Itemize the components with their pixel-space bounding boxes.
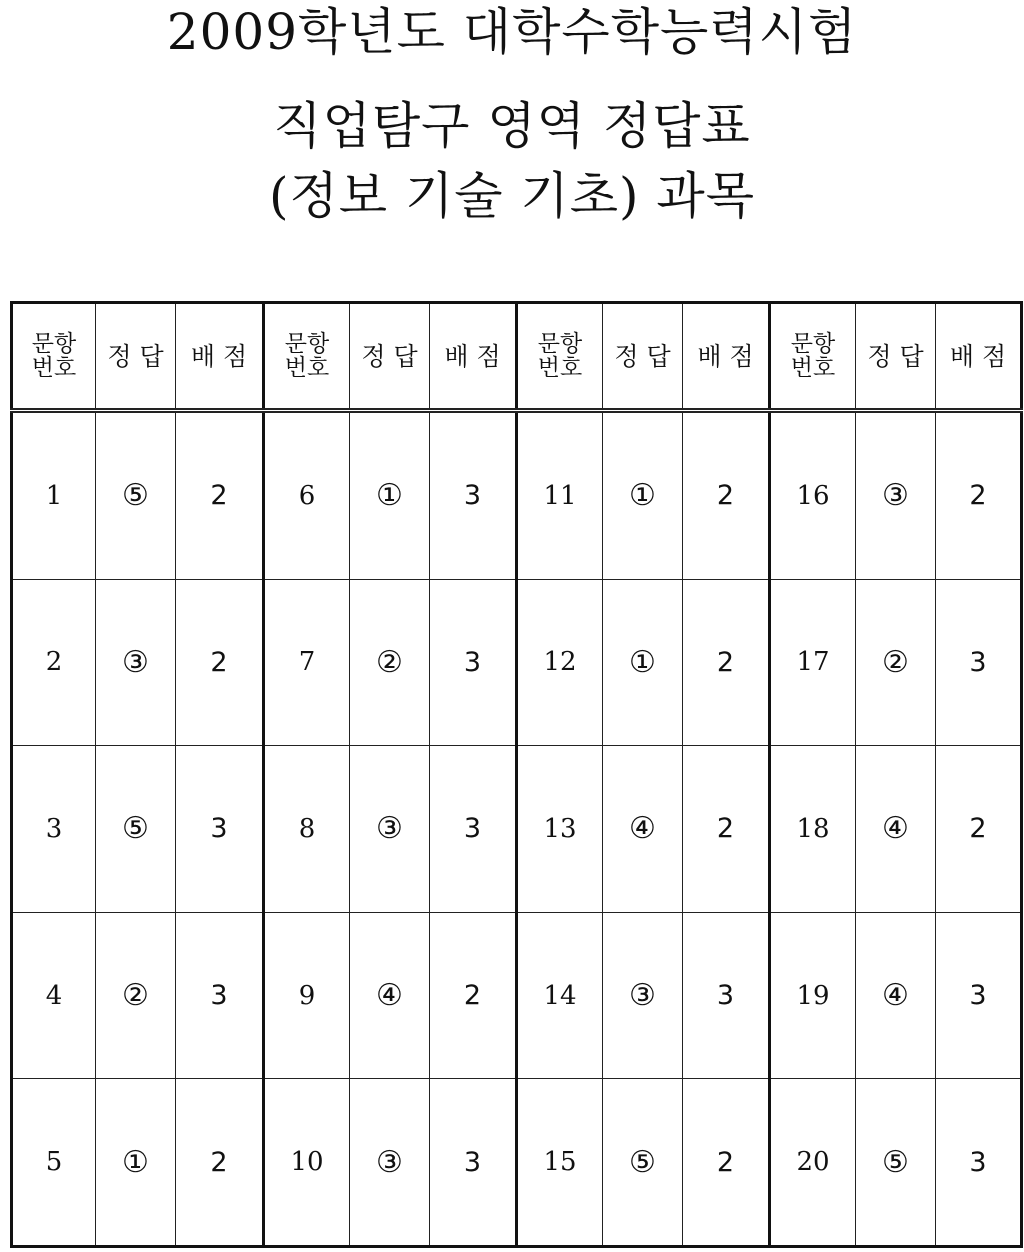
points-cell: 3 bbox=[936, 1079, 1022, 1247]
points-cell: 3 bbox=[430, 746, 517, 913]
table-row bbox=[12, 912, 1022, 1079]
question-number: 6 bbox=[264, 411, 350, 580]
answer-cell: ③ bbox=[350, 1079, 430, 1247]
answer-cell: ④ bbox=[856, 912, 936, 1079]
points-cell: 2 bbox=[683, 579, 770, 746]
points-cell: 2 bbox=[683, 746, 770, 913]
question-number: 14 bbox=[517, 912, 603, 1079]
answer-cell: ③ bbox=[350, 746, 430, 913]
points-cell: 3 bbox=[176, 912, 264, 1079]
answer-cell: ① bbox=[350, 411, 430, 580]
answer-cell: ② bbox=[96, 912, 176, 1079]
answer-cell: ② bbox=[856, 579, 936, 746]
points-cell: 3 bbox=[683, 912, 770, 1079]
column-header-points: 배 점 bbox=[430, 303, 517, 411]
column-header-number: 문항 번호 bbox=[12, 303, 96, 411]
question-number: 7 bbox=[264, 579, 350, 746]
section-title: 직업탐구 영역 정답표 bbox=[273, 97, 751, 155]
points-cell: 2 bbox=[936, 746, 1022, 913]
answer-cell: ④ bbox=[603, 746, 683, 913]
column-header-points: 배 점 bbox=[683, 303, 770, 411]
question-number: 9 bbox=[264, 912, 350, 1079]
answer-cell: ③ bbox=[96, 579, 176, 746]
column-header-points: 배 점 bbox=[176, 303, 264, 411]
points-cell: 2 bbox=[176, 411, 264, 580]
question-number: 16 bbox=[770, 411, 856, 580]
points-cell: 2 bbox=[176, 1079, 264, 1247]
question-number: 18 bbox=[770, 746, 856, 913]
table-header-row bbox=[12, 303, 1022, 411]
question-number: 10 bbox=[264, 1079, 350, 1247]
points-cell: 3 bbox=[936, 912, 1022, 1079]
points-cell: 2 bbox=[430, 912, 517, 1079]
column-header-answer: 정 답 bbox=[603, 303, 683, 411]
answer-cell: ⑤ bbox=[603, 1079, 683, 1247]
answer-cell: ① bbox=[603, 411, 683, 580]
answer-cell: ⑤ bbox=[96, 411, 176, 580]
answer-key-table bbox=[10, 301, 1023, 1248]
column-header-number: 문항 번호 bbox=[264, 303, 350, 411]
answer-cell: ③ bbox=[856, 411, 936, 580]
exam-title: 2009학년도 대학수학능력시험 bbox=[166, 3, 858, 61]
question-number: 11 bbox=[517, 411, 603, 580]
points-cell: 3 bbox=[430, 579, 517, 746]
points-cell: 3 bbox=[430, 1079, 517, 1247]
answer-cell: ① bbox=[603, 579, 683, 746]
points-cell: 3 bbox=[936, 579, 1022, 746]
question-number: 13 bbox=[517, 746, 603, 913]
question-number: 20 bbox=[770, 1079, 856, 1247]
answer-cell: ④ bbox=[856, 746, 936, 913]
points-cell: 3 bbox=[430, 411, 517, 580]
question-number: 15 bbox=[517, 1079, 603, 1247]
column-header-number: 문항 번호 bbox=[517, 303, 603, 411]
question-number: 17 bbox=[770, 579, 856, 746]
points-cell: 2 bbox=[683, 1079, 770, 1247]
question-number: 5 bbox=[12, 1079, 96, 1247]
answer-cell: ⑤ bbox=[96, 746, 176, 913]
points-cell: 2 bbox=[683, 411, 770, 580]
points-cell: 2 bbox=[936, 411, 1022, 580]
column-header-points: 배 점 bbox=[936, 303, 1022, 411]
column-header-number: 문항 번호 bbox=[770, 303, 856, 411]
question-number: 2 bbox=[12, 579, 96, 746]
table-row bbox=[12, 579, 1022, 746]
points-cell: 3 bbox=[176, 746, 264, 913]
question-number: 19 bbox=[770, 912, 856, 1079]
answer-cell: ① bbox=[96, 1079, 176, 1247]
answer-cell: ⑤ bbox=[856, 1079, 936, 1247]
answer-cell: ④ bbox=[350, 912, 430, 1079]
points-cell: 2 bbox=[176, 579, 264, 746]
table-row bbox=[12, 1079, 1022, 1247]
column-header-answer: 정 답 bbox=[350, 303, 430, 411]
question-number: 8 bbox=[264, 746, 350, 913]
question-number: 3 bbox=[12, 746, 96, 913]
question-number: 4 bbox=[12, 912, 96, 1079]
answer-cell: ② bbox=[350, 579, 430, 746]
column-header-answer: 정 답 bbox=[856, 303, 936, 411]
column-header-answer: 정 답 bbox=[96, 303, 176, 411]
subject-title: (정보 기술 기초) 과목 bbox=[268, 167, 756, 225]
question-number: 1 bbox=[12, 411, 96, 580]
table-row bbox=[12, 746, 1022, 913]
answer-cell: ③ bbox=[603, 912, 683, 1079]
table-row bbox=[12, 411, 1022, 580]
question-number: 12 bbox=[517, 579, 603, 746]
